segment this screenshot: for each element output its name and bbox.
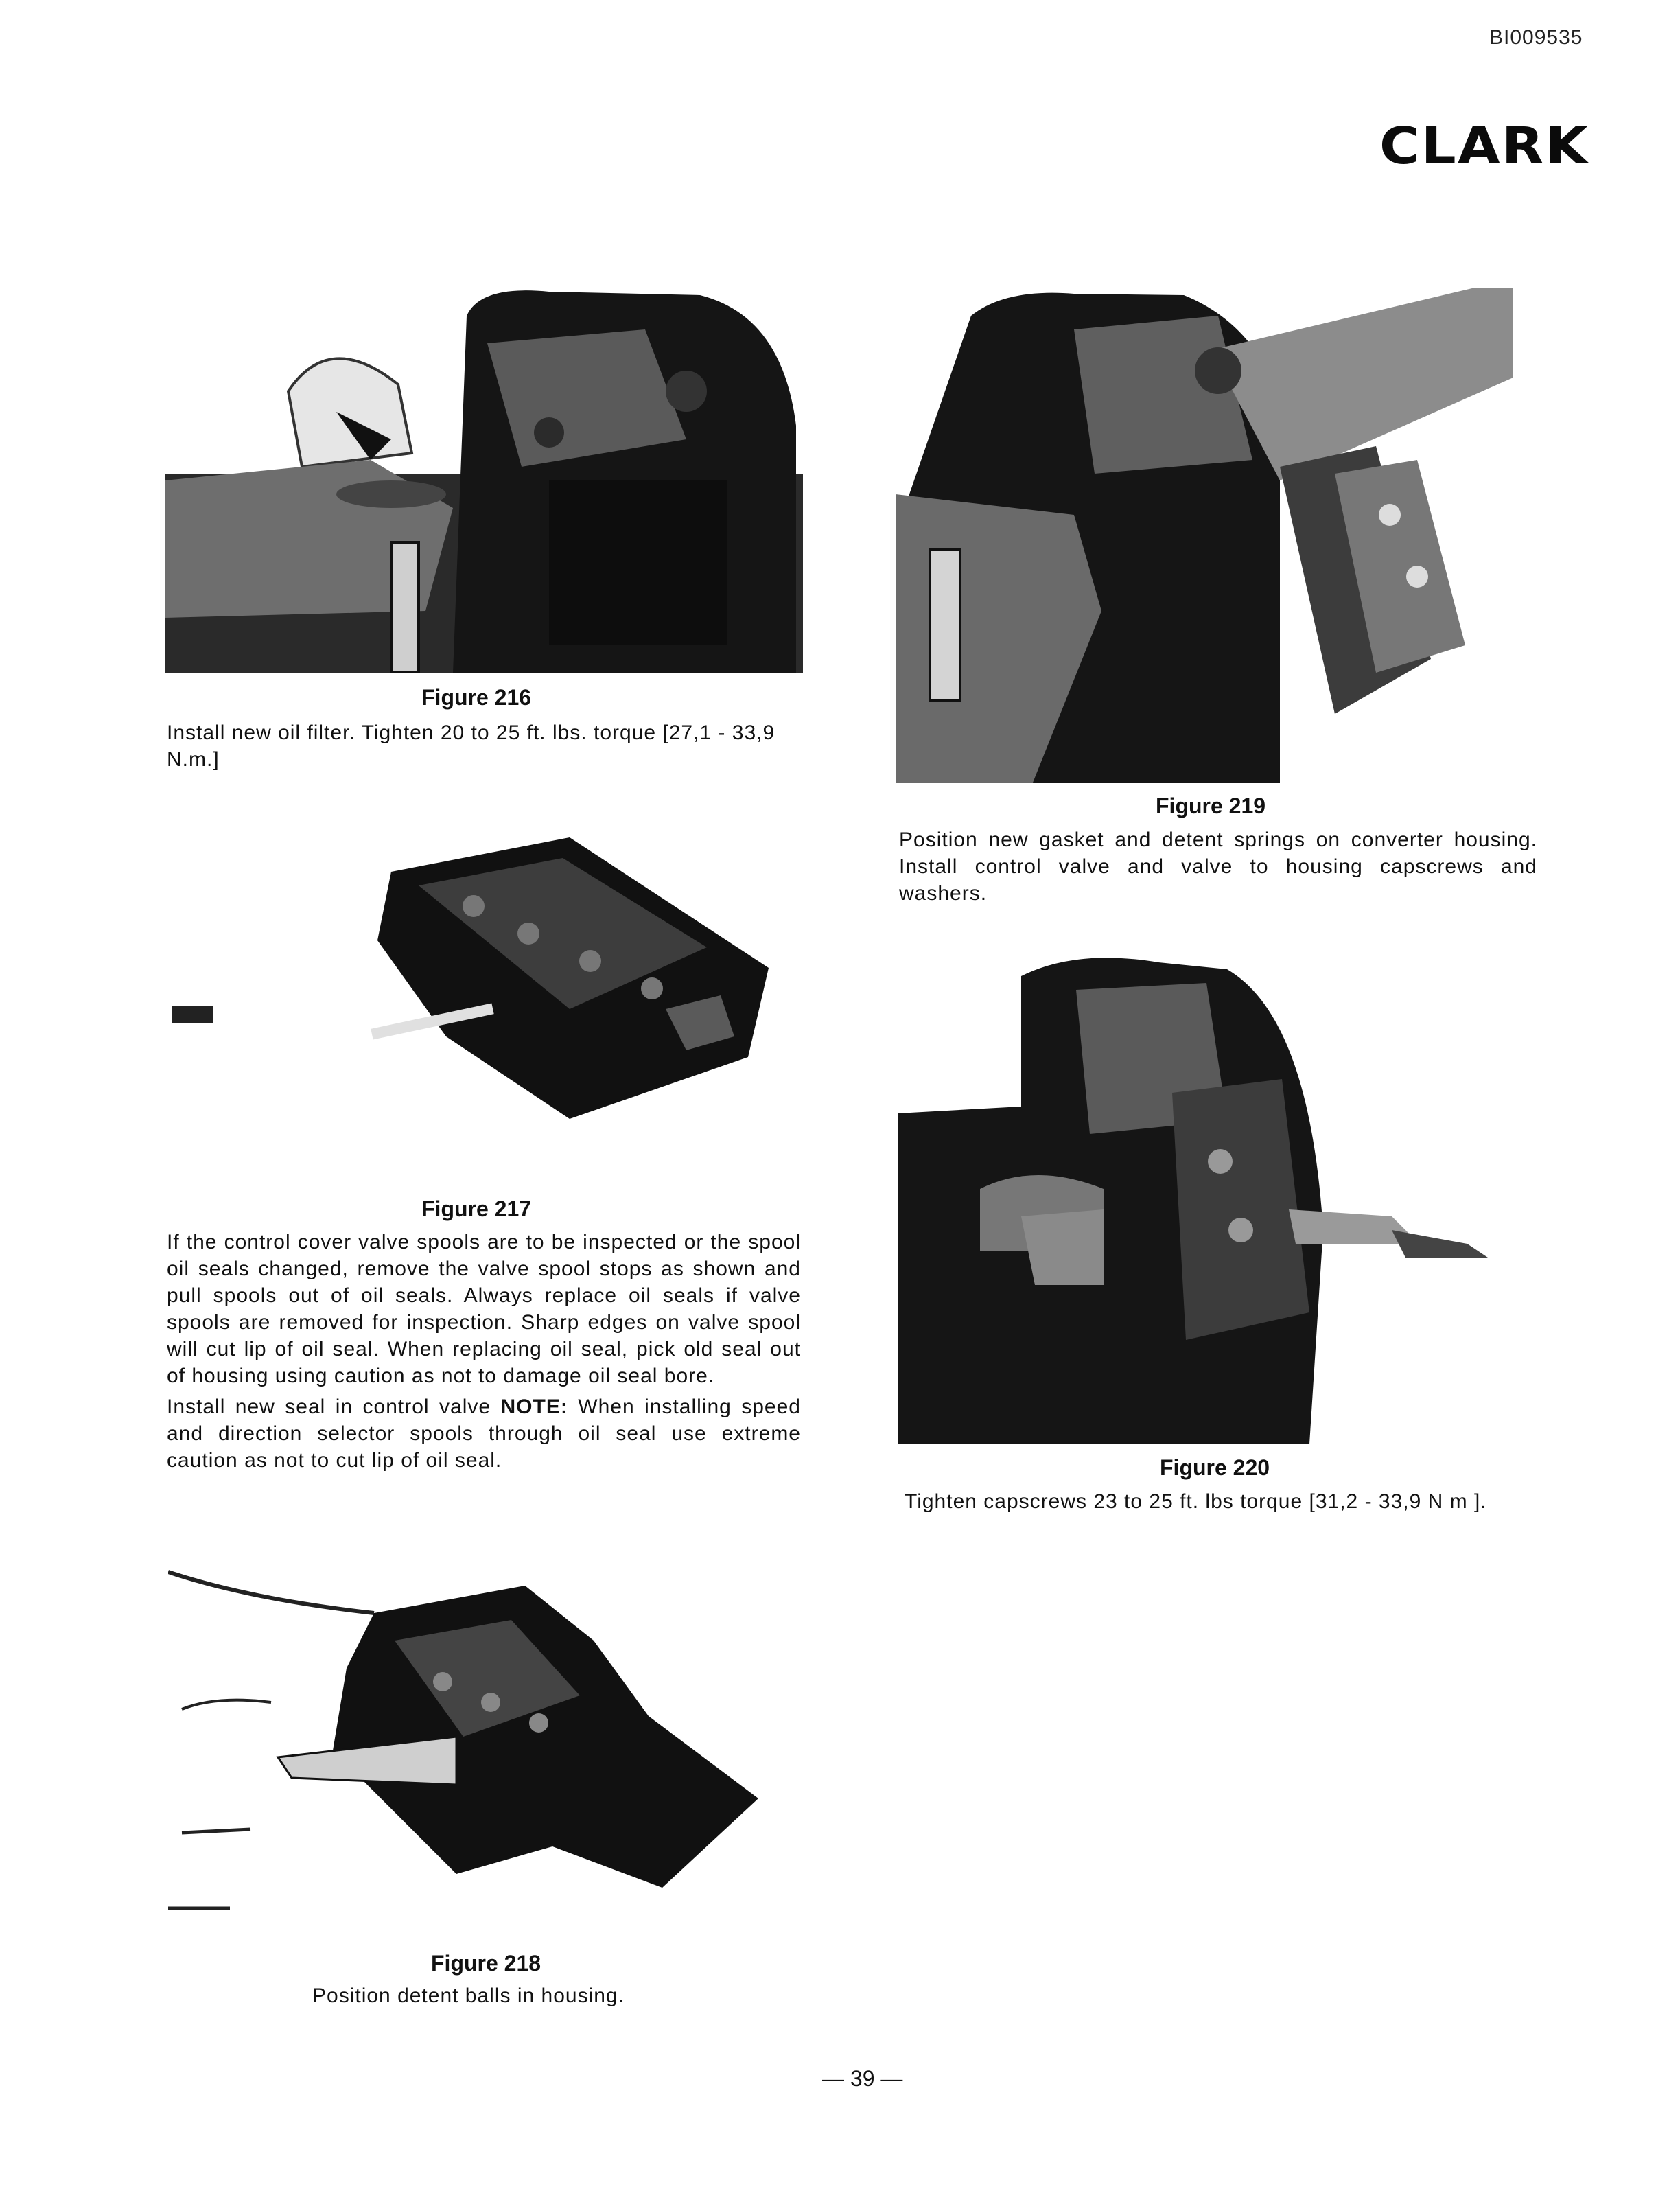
figure-216-caption: Install new oil filter. Tighten 20 to 25 ft. lbs. torque [27,1 - 33,9 N.m.] bbox=[167, 721, 775, 771]
figure-216-photo bbox=[165, 288, 803, 673]
figure-217-title: Figure 217 bbox=[421, 1196, 532, 1221]
figure-216-title: Figure 216 bbox=[421, 685, 532, 710]
figure-217-paragraph-2 bbox=[167, 1393, 801, 1474]
note-label: NOTE: bbox=[500, 1395, 568, 1418]
clark-logo: CLARK bbox=[1379, 117, 1589, 176]
figure-217-caption bbox=[167, 1229, 801, 1478]
page-number: — 39 — bbox=[822, 2066, 903, 2091]
figure-220-photo bbox=[898, 955, 1536, 1444]
figure-219-caption: Position new gasket and detent springs on converter housing. Install control valve and valve to housing capscrews and washers. bbox=[899, 829, 1537, 905]
figure-218-caption: Position detent balls in housing. bbox=[312, 1984, 625, 2007]
figure-217-paragraph-1: If the control cover valve spools are to be inspected or the spool oil seals changed, remove the valve spool stops as shown and pull spools out of oil seals. Always replace oil seals if valve spools are removed for inspection. Sharp edges on valve spool will cut lip of oil seal. When replacing oil seal, pick old seal out of housing using caution as not to damage oil seal bore. bbox=[167, 1231, 801, 1387]
figure-218-title: Figure 218 bbox=[431, 1951, 541, 1976]
figure-220-caption: Tighten capscrews 23 to 25 ft. lbs torque [31,2 - 33,9 N m ]. bbox=[905, 1490, 1487, 1513]
figure-217-para2-end: When installing speed and direction selector spools through oil seal use extreme caution as not to cut lip of oil seal. bbox=[167, 1395, 801, 1472]
figure-218-photo bbox=[168, 1558, 765, 1915]
figure-217-photo bbox=[364, 831, 782, 1126]
document-id: BI009535 bbox=[1489, 26, 1583, 49]
figure-220-title: Figure 220 bbox=[1160, 1455, 1270, 1480]
figure-217-para2-start: Install new seal in control valve bbox=[167, 1395, 501, 1418]
speck bbox=[172, 1006, 213, 1023]
figure-219-photo bbox=[896, 288, 1534, 783]
figure-219-title: Figure 219 bbox=[1156, 794, 1266, 818]
